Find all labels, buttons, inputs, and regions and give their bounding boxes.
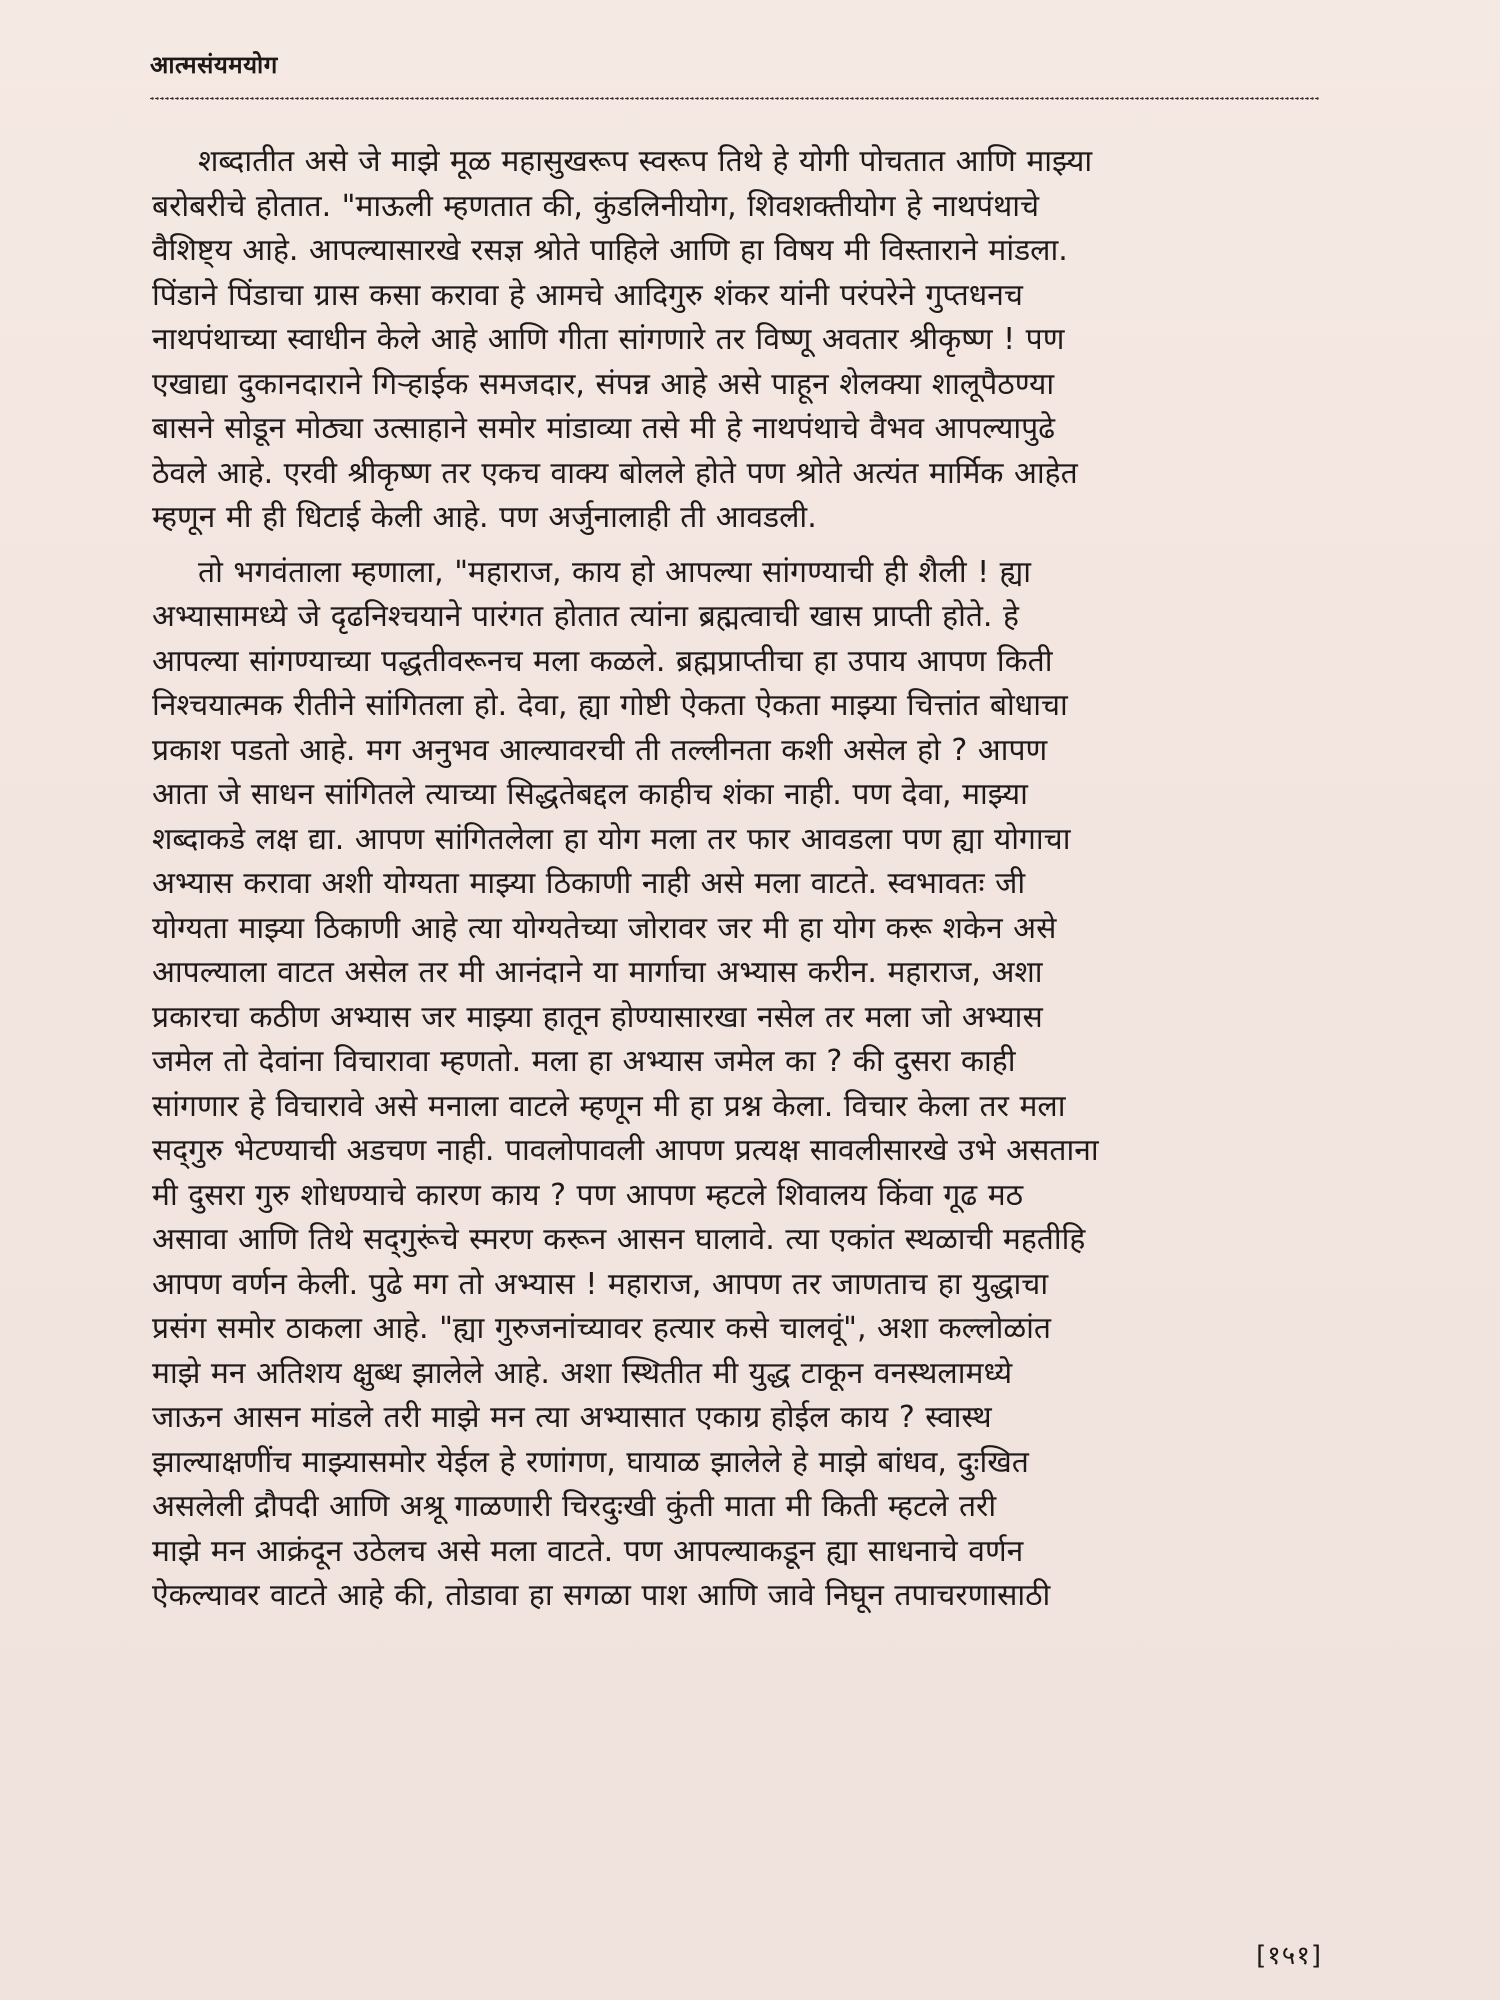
text-line: अभ्यासामध्ये जे दृढनिश्चयाने पारंगत होतात त्यांना ब्रह्मत्वाची खास प्राप्ती होते. हे [152,599,1019,634]
text-line: प्रकाश पडतो आहे. मग अनुभव आल्यावरची ती तल्लीनता कशी असेल हो ? आपण [152,732,1048,768]
text-line: निश्चयात्मक रीतीने सांगितला हो. देवा, ह्या गोष्टी ऐकता ऐकता माझ्या चित्तांत बोधाचा [152,688,1068,723]
text-line: असावा आणि तिथे सद्‌गुरूंचे स्मरण करून आसन घालावे. त्या एकांत स्थळाची महतीहि [152,1222,1086,1257]
text-line: म्हणून मी ही धिटाई केली आहे. पण अर्जुनालाही ती आवडली. [152,500,817,535]
text-line: प्रकारचा कठीण अभ्यास जर माझ्या हातून होण्यासारखा नसेल तर मला जो अभ्यास [152,999,1043,1035]
text-line: पिंडाने पिंडाचा ग्रास कसा करावा हे आमचे आदिगुरु शंकर यांनी परंपरेने गुप्तधनच [152,277,1023,313]
body-text [152,140,1320,1619]
paragraph-1 [152,140,1320,541]
text-line: शब्दातीत असे जे माझे मूळ महासुखरूप स्वरूप तिथे हे योगी पोचतात आणि माझ्या [198,144,1093,179]
text-line: झाल्याक्षणींच माझ्यासमोर येईल हे रणांगण, घायाळ झालेले हे माझे बांधव, दुःखित [152,1444,1029,1480]
text-line: ऐकल्यावर वाटते आहे की, तोडावा हा सगळा पाश आणि जावे निघून तपाचरणासाठी [152,1578,1051,1613]
text-line: बरोबरीचे होतात. "माऊली म्हणतात की, कुंडलिनीयोग, शिवशक्तीयोग हे नाथपंथाचे [152,188,1040,224]
text-line: सांगणार हे विचारावे असे मनाला वाटले म्हणून मी हा प्रश्न केला. विचार केला तर मला [152,1088,1066,1124]
text-line: तो भगवंताला म्हणाला, "महाराज, काय हो आपल्या सांगण्याची ही शैली ! ह्या [198,554,1032,590]
header-dotted-rule [150,94,1320,104]
text-line: मी दुसरा गुरु शोधण्याचे कारण काय ? पण आपण म्हटले शिवालय किंवा गूढ मठ [152,1177,1024,1213]
text-line: अभ्यास करावा अशी योग्यता माझ्या ठिकाणी नाही असे मला वाटते. स्वभावतः जी [152,866,1026,901]
text-line: प्रसंग समोर ठाकला आहे. "ह्या गुरुजनांच्यावर हत्यार कसे चालवूं", अशा कल्लोळांत [152,1311,1052,1346]
text-line: असलेली द्रौपदी आणि अश्रू गाळणारी चिरदुःखी कुंती माता मी किती म्हटले तरी [152,1489,997,1524]
text-line: आपल्याला वाटत असेल तर मी आनंदाने या मार्गाचा अभ्यास करीन. महाराज, अशा [152,955,1043,990]
text-line: आपल्या सांगण्याच्या पद्धतीवरूनच मला कळले. ब्रह्मप्राप्तीचा हा उपाय आपण किती [152,643,1053,679]
text-line: जमेल तो देवांना विचारावा म्हणतो. मला हा अभ्यास जमेल का ? की दुसरा काही [152,1044,1016,1079]
text-line: सद्‌गुरु भेटण्याची अडचण नाही. पावलोपावली आपण प्रत्यक्ष सावलीसारखे उभे असताना [152,1133,1099,1168]
text-line: ठेवले आहे. एरवी श्रीकृष्ण तर एकच वाक्य बोलले होते पण श्रोते अत्यंत मार्मिक आहेत [152,455,1078,491]
text-line: जाऊन आसन मांडले तरी माझे मन त्या अभ्यासात एकाग्र होईल काय ? स्वास्थ [152,1400,992,1435]
text-line: शब्दाकडे लक्ष द्या. आपण सांगितलेला हा योग मला तर फार आवडला पण ह्या योगाचा [152,821,1071,857]
text-line: नाथपंथाच्या स्वाधीन केले आहे आणि गीता सांगणारे तर विष्णू अवतार श्रीकृष्ण ! पण [152,322,1065,357]
text-line: बासने सोडून मोठ्या उत्साहाने समोर मांडाव्या तसे मी हे नाथपंथाचे वैभव आपल्यापुढे [152,411,1056,446]
running-head-title: आत्मसंयमयोग [150,51,278,79]
text-line: एखाद्या दुकानदाराने गिऱ्हाईक समजदार, संपन्न आहे असे पाहून शेलक्या शालूपैठण्या [152,366,1055,402]
text-line: माझे मन अतिशय क्षुब्ध झालेले आहे. अशा स्थितीत मी युद्ध टाकून वनस्थलामध्ये [152,1355,1013,1391]
text-line: आपण वर्णन केली. पुढे मग तो अभ्यास ! महाराज, आपण तर जाणताच हा युद्धाचा [152,1266,1049,1302]
text-line: वैशिष्ट्य आहे. आपल्यासारखे रसज्ञ श्रोते पाहिले आणि हा विषय मी विस्ताराने मांडला. [152,233,1068,268]
page-number: [१५१] [1256,1941,1322,1971]
paragraph-2 [152,551,1320,1619]
text-line: योग्यता माझ्या ठिकाणी आहे त्या योग्यतेच्या जोरावर जर मी हा योग करू शकेन असे [152,910,1057,946]
text-line: माझे मन आक्रंदून उठेलच असे मला वाटते. पण आपल्याकडून ह्या साधनाचे वर्णन [152,1533,1024,1569]
text-line: आता जे साधन सांगितले त्याच्या सिद्धतेबद्दल काहीच शंका नाही. पण देवा, माझ्या [152,777,1028,812]
